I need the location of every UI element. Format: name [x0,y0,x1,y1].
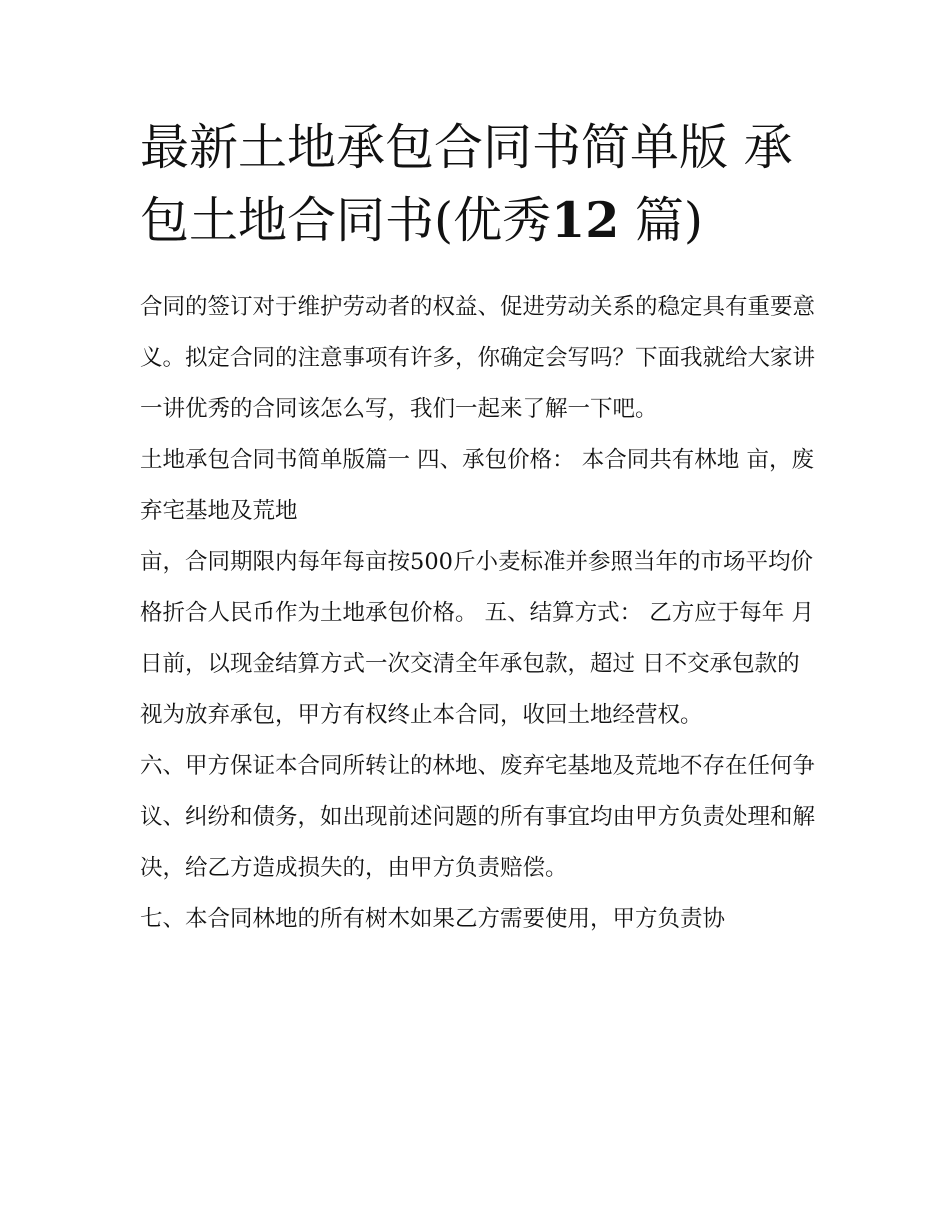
clause-seven-paragraph: 七、本合同林地的所有树木如果乙方需要使用，甲方负责协 [140,906,726,932]
intro-paragraph: 合同的签订对于维护劳动者的权益、促进劳动关系的稳定具有重要意义。拟定合同的注意事项有许多，你确定会写吗？下面我就给大家讲一讲优秀的合同该怎么写，我们一起来了解一下吧。 [140,294,816,422]
settlement-paragraph: 日前，以现金结算方式一次交清全年承包款，超过 日不交承包款的视为放弃承包，甲方有权终止本合同，收回土地经营权。 [140,651,800,728]
clause-six-paragraph: 六、甲方保证本合同所转让的林地、废弃宅基地及荒地不存在任何争议、纠纷和债务，如出现前述问题的所有事宜均由甲方负责处理和解决，给乙方造成损失的，由甲方负责赔偿。 [140,753,816,881]
document-body [140,282,820,945]
title-line-2-prefix: 包土地合同书(优秀 [140,192,552,249]
title-article-count: 12 [551,191,620,249]
document-title [140,112,820,257]
section-price-paragraph: 土地承包合同书简单版篇一 四、承包价格： 本合同共有林地 亩，废弃宅基地及荒地 [140,447,814,524]
title-line-2-suffix: 篇) [634,192,704,249]
price-detail-paragraph: 亩，合同期限内每年每亩按500斤小麦标准并参照当年的市场平均价格折合人民币作为土地承包价格。 五、结算方式： 乙方应于每年 月 [140,549,814,626]
title-line-1: 最新土地承包合同书简单版 承 [140,119,793,176]
